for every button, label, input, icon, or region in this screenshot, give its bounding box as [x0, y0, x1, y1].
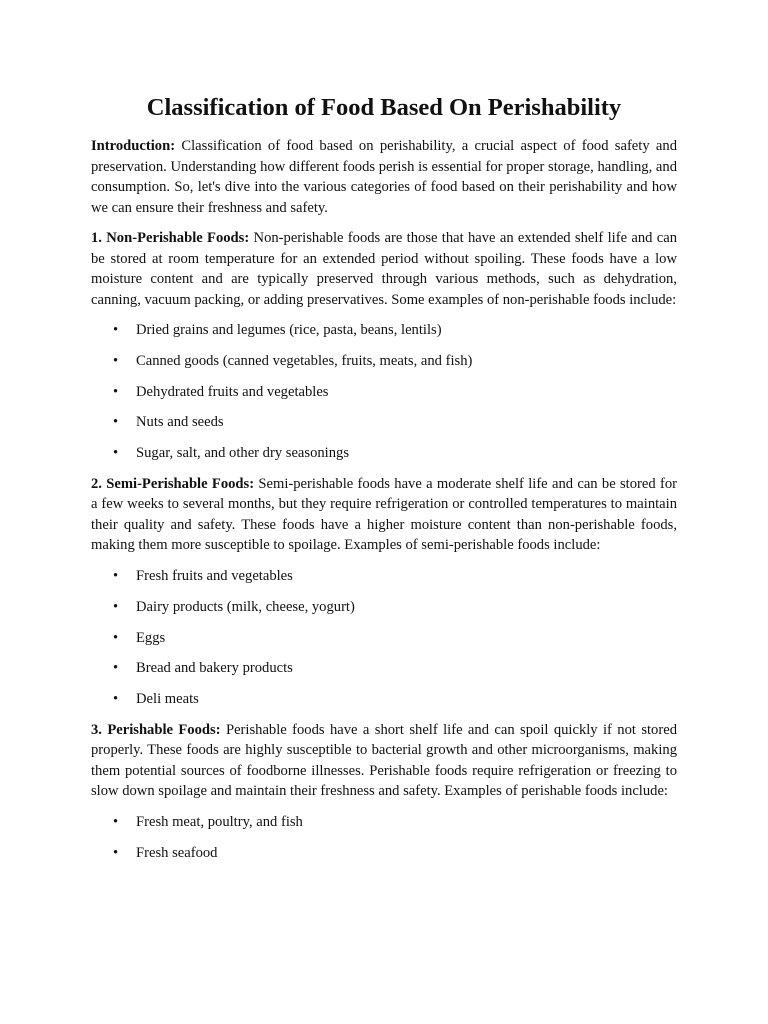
list-item: [91, 443, 677, 464]
list-item-text: Fresh fruits and vegetables: [136, 567, 293, 584]
section-label: 2. Semi-Perishable Foods:: [91, 475, 255, 492]
list-item-text: Nuts and seeds: [136, 414, 224, 431]
list-item-text: Sugar, salt, and other dry seasonings: [136, 445, 350, 462]
bullet-icon: •: [113, 383, 119, 400]
list-item-text: Deli meats: [136, 691, 199, 708]
list-item: [91, 320, 677, 341]
list-item-text: Bread and bakery products: [136, 660, 293, 677]
intro-label: Introduction:: [91, 138, 176, 154]
section-text: Perishable foods have a short shelf life and can spoil quickly if not stored properly. These foods are highly susceptible to bacterial growth and other microorganisms, making them potential sources of foodborne illnesses. Perishable foods require refrigeration or freezing to slow down spoilage and maintain their freshness and safety. Examples of perishable foods include:: [91, 721, 677, 800]
list-item-text: Fresh meat, poultry, and fish: [136, 813, 303, 830]
bullet-icon: •: [113, 598, 119, 615]
section-label: 1. Non-Perishable Foods:: [91, 230, 250, 246]
list-item-text: Dehydrated fruits and vegetables: [136, 383, 329, 400]
list-item: [91, 351, 677, 372]
intro-paragraph: [91, 136, 677, 218]
section-paragraph-semi-perishable: [91, 474, 677, 556]
bullet-icon: •: [113, 629, 119, 646]
list-item: [91, 658, 677, 679]
semi-perishable-list: [91, 566, 677, 710]
bullet-icon: •: [113, 813, 119, 830]
intro-text: Classification of food based on perishability, a crucial aspect of food safety and preservation. Understanding how different foods perish is essential for proper storage, handling, and consumption. So, let's dive into the various categories of food based on their perishability and how we can ensure their freshness and safety.: [91, 138, 677, 216]
list-item: [91, 628, 677, 649]
list-item: [91, 412, 677, 433]
bullet-icon: •: [113, 414, 119, 431]
list-item-text: Fresh seafood: [136, 844, 218, 861]
perishable-list: [91, 812, 677, 863]
list-item-text: Eggs: [136, 629, 166, 646]
list-item: [91, 689, 677, 710]
list-item-text: Dairy products (milk, cheese, yogurt): [136, 598, 355, 615]
list-item: [91, 843, 677, 864]
list-item: [91, 812, 677, 833]
section-text: Non-perishable foods are those that have an extended shelf life and can be stored at room temperature for an extended period without spoiling. These foods have a low moisture content and are typically preserved through various methods, such as dehydration, canning, vacuum packing, or adding preservatives. Some examples of non-perishable foods include:: [91, 230, 677, 308]
bullet-icon: •: [113, 844, 119, 861]
document-body: [91, 136, 677, 874]
list-item: [91, 566, 677, 587]
bullet-icon: •: [113, 691, 119, 708]
list-item-text: Dried grains and legumes (rice, pasta, beans, lentils): [136, 322, 442, 338]
section-label: 3. Perishable Foods:: [91, 721, 221, 738]
bullet-icon: •: [113, 352, 119, 369]
section-paragraph-non-perishable: [91, 228, 677, 310]
list-item-text: Canned goods (canned vegetables, fruits, meats, and fish): [136, 352, 473, 369]
list-item: [91, 382, 677, 403]
section-paragraph-perishable: [91, 720, 677, 802]
bullet-icon: •: [113, 660, 119, 677]
non-perishable-list: [91, 320, 677, 464]
bullet-icon: •: [113, 322, 119, 338]
section-text: Semi-perishable foods have a moderate shelf life and can be stored for a few weeks to several months, but they require refrigeration or controlled temperatures to maintain their quality and safety. These foods have a higher moisture content than non-perishable foods, making them more susceptible to spoilage. Examples of semi-perishable foods include:: [91, 475, 677, 554]
bullet-icon: •: [113, 567, 119, 584]
bullet-icon: •: [113, 445, 119, 462]
list-item: [91, 597, 677, 618]
page-title: Classification of Food Based On Perishability: [146, 94, 622, 121]
